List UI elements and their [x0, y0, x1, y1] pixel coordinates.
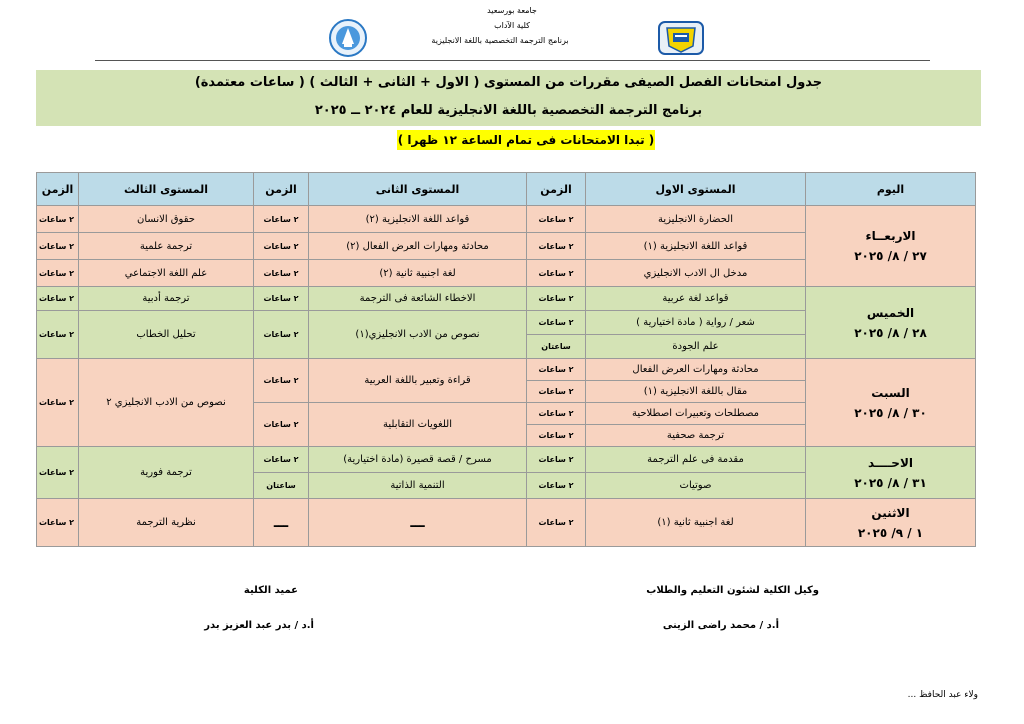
- level2-time: ـــ: [254, 499, 309, 547]
- day-date: ٢٨ / ٨/ ٢٠٢٥: [854, 325, 927, 340]
- level2-course: محادثة ومهارات العرض الفعال (٢): [309, 233, 527, 260]
- level2-time: ٢ ساعات: [254, 287, 309, 311]
- level3-time: ٢ ساعات: [37, 359, 79, 447]
- day-name: الاحــــد: [867, 455, 914, 470]
- level1-time: ٢ ساعات: [527, 403, 586, 425]
- table-row: [37, 206, 976, 233]
- level3-time: ٢ ساعات: [37, 287, 79, 311]
- day-cell-thursday: [806, 287, 976, 359]
- level1-time: ٢ ساعات: [527, 499, 586, 547]
- day-cell-sunday: [806, 447, 976, 499]
- day-name: الاربعــاء: [865, 229, 916, 243]
- faculty-shield-logo: [657, 20, 705, 56]
- level2-course: الاخطاء الشائعة فى الترجمة: [309, 287, 527, 311]
- level1-course: ترجمة صحفية: [586, 425, 806, 447]
- level2-time: ٢ ساعات: [254, 359, 309, 403]
- level3-time: ٢ ساعات: [37, 260, 79, 287]
- header-level2: المستوى الثانى: [309, 173, 527, 206]
- day-cell-monday: [806, 499, 976, 547]
- level2-time: ٢ ساعات: [254, 260, 309, 287]
- level2-course: قراءة وتعبير باللغة العربية: [309, 359, 527, 403]
- prepared-by-note: ولاء عبد الحافظ ...: [907, 690, 978, 700]
- level3-time: ٢ ساعات: [37, 233, 79, 260]
- level1-course: الحضارة الانجليزية: [586, 206, 806, 233]
- level2-course: مسرح / قصة قصيرة (مادة اختيارية): [309, 447, 527, 473]
- level3-course: ترجمة فورية: [79, 447, 254, 499]
- table-row: [37, 287, 976, 311]
- header-time1: الزمن: [527, 173, 586, 206]
- level1-time: ٢ ساعات: [527, 425, 586, 447]
- level1-course: مقدمة فى علم الترجمة: [586, 447, 806, 473]
- table-row: [37, 359, 976, 381]
- header-level1: المستوى الاول: [586, 173, 806, 206]
- level2-time: ساعتان: [254, 473, 309, 499]
- dean-title: عميد الكلية: [243, 585, 298, 596]
- level1-course: قواعد اللغة الانجليزية (١): [586, 233, 806, 260]
- level3-time: ٢ ساعات: [37, 206, 79, 233]
- level1-time: ٢ ساعات: [527, 473, 586, 499]
- level1-time: ٢ ساعات: [527, 311, 586, 335]
- level1-time: ٢ ساعات: [527, 381, 586, 403]
- start-time-notice: ( تبدا الامتحانات فى تمام الساعة ١٢ ظهرا ): [397, 130, 655, 150]
- level2-course: التنمية الذاتية: [309, 473, 527, 499]
- table-row: [37, 499, 976, 547]
- level1-course: شعر / رواية ( مادة اختيارية ): [586, 311, 806, 335]
- header-time3: الزمن: [37, 173, 79, 206]
- level2-time: ٢ ساعات: [254, 447, 309, 473]
- day-name: السبت: [871, 385, 910, 400]
- day-date: ٢٧ / ٨/ ٢٠٢٥: [854, 249, 927, 263]
- level1-course: مدخل ال الادب الانجليزي: [586, 260, 806, 287]
- page-title: جدول امتحانات الفصل الصيفى مقررات من المستوى ( الاول + الثانى + الثالث ) ( ساعات معتمدة): [194, 75, 823, 90]
- level1-time: ٢ ساعات: [527, 359, 586, 381]
- level1-time: ٢ ساعات: [527, 206, 586, 233]
- level3-course: نظرية الترجمة: [79, 499, 254, 547]
- level2-time: ٢ ساعات: [254, 311, 309, 359]
- level2-time: ٢ ساعات: [254, 403, 309, 447]
- faculty-name: كلية الآداب: [494, 21, 530, 30]
- level2-time: ٢ ساعات: [254, 233, 309, 260]
- level3-course: حقوق الانسان: [79, 206, 254, 233]
- level2-course: اللغويات التقابلية: [309, 403, 527, 447]
- day-cell-saturday: [806, 359, 976, 447]
- level1-course: مصطلحات وتعبيرات اصطلاحية: [586, 403, 806, 425]
- level3-time: ٢ ساعات: [37, 447, 79, 499]
- university-name: جامعة بورسعيد: [487, 6, 537, 15]
- header-time2: الزمن: [254, 173, 309, 206]
- level2-course: لغة اجنبية ثانية (٢): [309, 260, 527, 287]
- program-name: برنامج الترجمة التخصصية باللغة الانجليزية: [431, 36, 569, 45]
- level1-course: صوتيات: [586, 473, 806, 499]
- level2-course: قواعد اللغة الانجليزية (٢): [309, 206, 527, 233]
- level3-course: نصوص من الادب الانجليزي ٢: [79, 359, 254, 447]
- vice-dean-name: أ.د / محمد راضى الزينى: [662, 620, 779, 631]
- header-level3: المستوى الثالث: [79, 173, 254, 206]
- level3-time: ٢ ساعات: [37, 311, 79, 359]
- level1-course: قواعد لغة عربية: [586, 287, 806, 311]
- page-subtitle: برنامج الترجمة التخصصية باللغة الانجليزية للعام ٢٠٢٤ ــ ٢٠٢٥: [314, 103, 703, 118]
- level1-time: ٢ ساعات: [527, 287, 586, 311]
- table-row: [37, 447, 976, 473]
- vice-dean-title: وكيل الكلية لشئون التعليم والطلاب: [646, 585, 819, 596]
- level3-course: تحليل الخطاب: [79, 311, 254, 359]
- header-day: اليوم: [806, 173, 976, 206]
- exam-schedule-table: [36, 172, 976, 547]
- day-date: ٣١ / ٨/ ٢٠٢٥: [854, 475, 927, 490]
- level2-course: نصوص من الادب الانجليزي(١): [309, 311, 527, 359]
- level1-time: ٢ ساعات: [527, 447, 586, 473]
- level1-time: ساعتان: [527, 335, 586, 359]
- level3-course: ترجمة علمية: [79, 233, 254, 260]
- level3-time: ٢ ساعات: [37, 499, 79, 547]
- day-cell-wednesday: [806, 206, 976, 287]
- level3-course: علم اللغة الاجتماعي: [79, 260, 254, 287]
- day-name: الاثنين: [871, 505, 910, 520]
- level1-course: مقال باللغة الانجليزية (١): [586, 381, 806, 403]
- level1-time: ٢ ساعات: [527, 260, 586, 287]
- table-header-row: [37, 173, 976, 206]
- day-name: الخميس: [866, 305, 915, 320]
- level2-course: ـــ: [309, 499, 527, 547]
- header-divider: [95, 60, 930, 61]
- day-date: ٣٠ / ٨/ ٢٠٢٥: [854, 405, 927, 420]
- level1-course: محادثة ومهارات العرض الفعال: [586, 359, 806, 381]
- level3-course: ترجمة أدبية: [79, 287, 254, 311]
- program-seal-logo: [320, 18, 376, 58]
- level1-time: ٢ ساعات: [527, 233, 586, 260]
- dean-name: أ.د / بدر عبد العزيز بدر: [204, 620, 314, 631]
- level1-course: لغة اجنبية ثانية (١): [586, 499, 806, 547]
- day-date: ١ / ٩/ ٢٠٢٥: [857, 525, 924, 540]
- level1-course: علم الجودة: [586, 335, 806, 359]
- level2-time: ٢ ساعات: [254, 206, 309, 233]
